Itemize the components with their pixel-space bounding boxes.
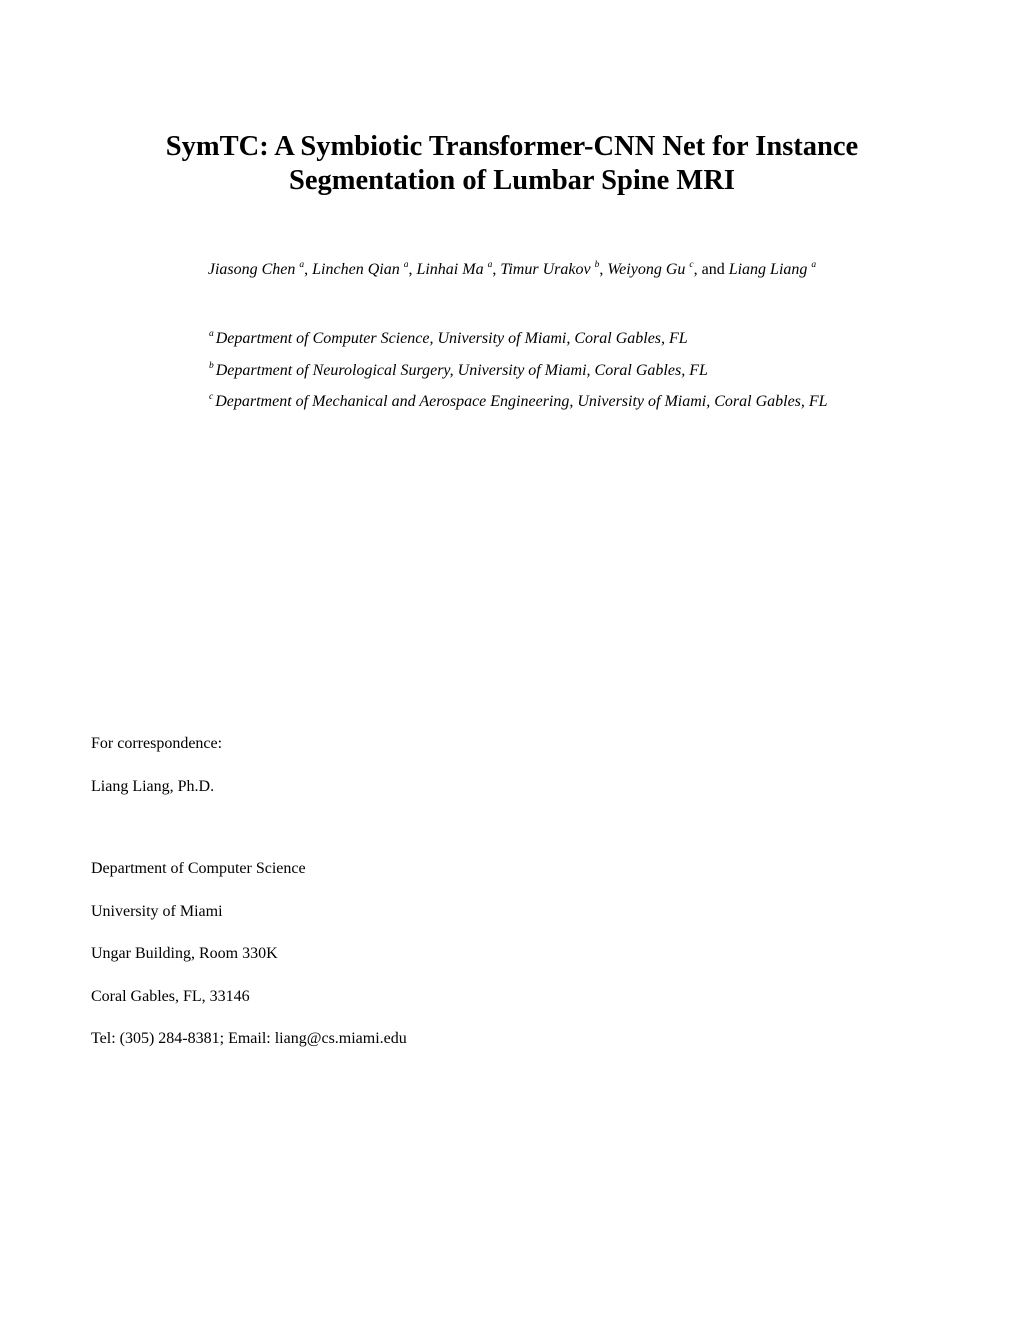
affiliation-text: Department of Mechanical and Aerospace Engineering, University of Miami, Coral Gables, FL <box>215 393 828 410</box>
author-name: Linchen Qian <box>312 261 400 278</box>
correspondence-building: Ungar Building, Room 330K <box>91 945 278 962</box>
author-affil-mark: a <box>487 260 493 270</box>
author-affil-mark: a <box>299 260 305 270</box>
correspondence-heading: For correspondence: <box>91 735 223 752</box>
author-affil-mark: a <box>811 260 817 270</box>
title-line-1: SymTC: A Symbiotic Transformer-CNN Net for Instance <box>165 131 859 162</box>
affiliation-text: Department of Neurological Surgery, University of Miami, Coral Gables, FL <box>215 361 708 379</box>
author-name: Jiasong Chen <box>207 261 296 278</box>
author-name: Timur Urakov <box>500 261 591 278</box>
affiliation-mark: b <box>209 360 214 371</box>
affiliation-item <box>209 355 828 387</box>
affiliation-list <box>209 323 828 418</box>
author-affil-mark: a <box>403 260 409 270</box>
author-affil-mark: b <box>594 260 600 270</box>
affiliation-text: Department of Computer Science, University of Miami, Coral Gables, FL <box>215 330 688 347</box>
correspondence-university: University of Miami <box>91 903 223 920</box>
affiliation-item <box>209 323 828 355</box>
correspondence-department: Department of Computer Science <box>91 860 306 877</box>
author-name: Linhai Ma <box>416 261 484 278</box>
author-name: Weiyong Gu <box>607 261 686 278</box>
correspondence-name: Liang Liang, Ph.D. <box>91 778 215 795</box>
affiliation-mark: c <box>209 392 214 402</box>
correspondence-contact[interactable]: Tel: (305) 284-8381; Email: liang@cs.miami.edu <box>91 1030 407 1047</box>
correspondence-city: Coral Gables, FL, 33146 <box>91 988 250 1005</box>
affiliation-mark: a <box>209 329 214 339</box>
paper-title <box>0 130 1024 198</box>
affiliation-item <box>209 386 828 418</box>
author-name: Liang Liang <box>728 261 808 278</box>
title-line-2: Segmentation of Lumbar Spine MRI <box>288 165 735 196</box>
author-affil-mark: c <box>689 260 694 270</box>
author-list: Jiasong Chen $^a$, Linchen Qian $^a$, Linhai Ma $^a$, Timur Urakov $^b$, Weiyong Gu $^c$, and Liang Liang $^a$ <box>207 260 817 278</box>
author-conjunction: and <box>701 261 725 278</box>
